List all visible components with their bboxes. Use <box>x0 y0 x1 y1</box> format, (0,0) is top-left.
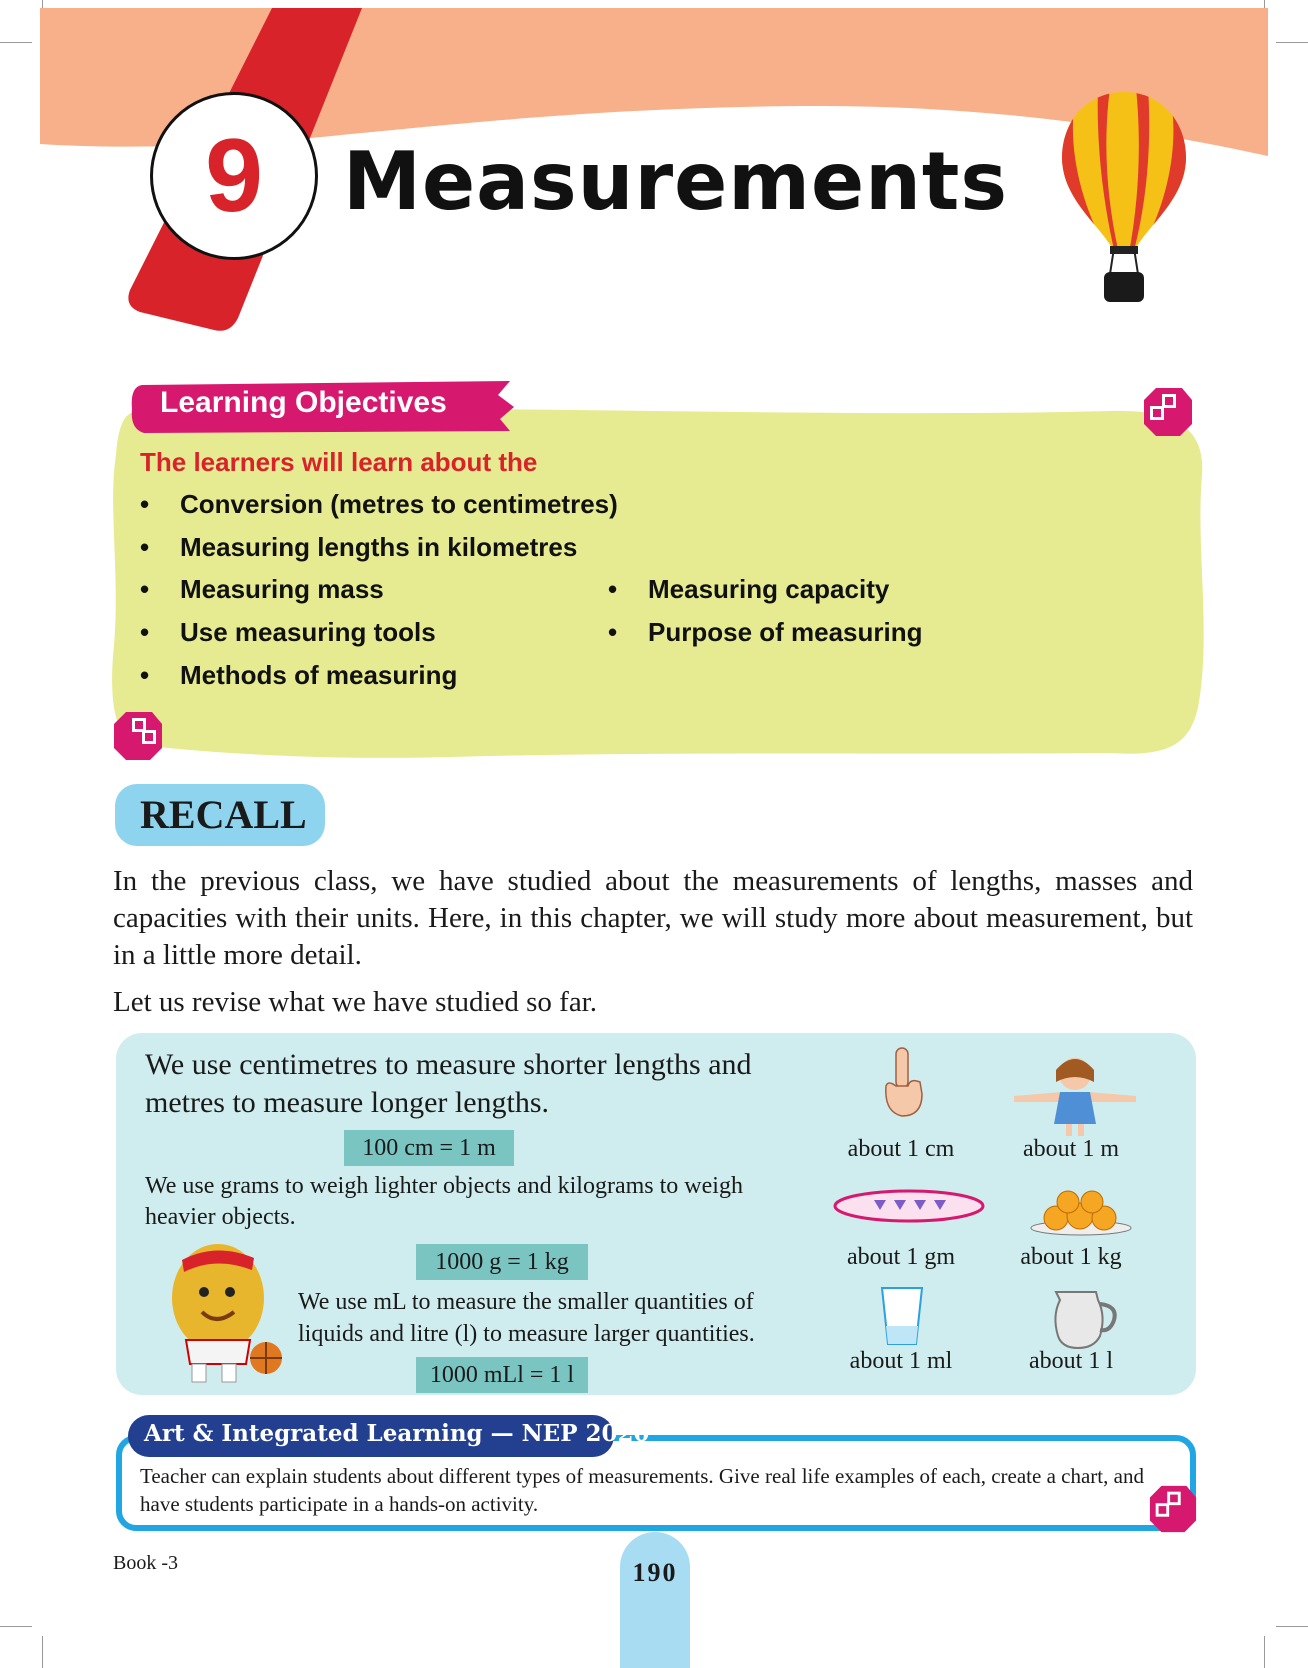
crop-mark <box>0 1626 32 1627</box>
objective-item <box>140 617 436 648</box>
objective-item <box>140 574 384 605</box>
glass-icon <box>878 1286 926 1348</box>
flower-ornament-icon <box>1148 1484 1198 1534</box>
length-text: We use centimetres to measure shorter lengths and metres to measure longer lengths. <box>145 1048 752 1119</box>
page-number: 190 <box>632 1558 678 1587</box>
mass-text: We use grams to weigh lighter objects and kilograms to weigh heavier objects. <box>145 1173 743 1230</box>
caption-1gm: about 1 gm <box>847 1244 955 1270</box>
book-label: Book -3 <box>113 1552 178 1574</box>
objective-text: Measuring capacity <box>648 574 890 604</box>
chapter-number: 9 <box>205 118 263 234</box>
crop-mark <box>42 1636 43 1668</box>
objective-text: Conversion (metres to centimetres) <box>180 489 618 519</box>
caption-1m: about 1 m <box>1023 1136 1119 1162</box>
recall-heading: RECALL <box>140 792 307 837</box>
objective-item <box>140 660 458 691</box>
flower-ornament-icon <box>112 710 164 762</box>
chapter-title: Measurements <box>343 135 1008 228</box>
bullet: • <box>140 574 150 604</box>
objective-text: Use measuring tools <box>180 617 436 647</box>
capacity-equation: 1000 mLl = 1 l <box>416 1357 588 1393</box>
caption-1ml: about 1 ml <box>849 1348 953 1374</box>
length-equation: 100 cm = 1 m <box>344 1130 514 1166</box>
objective-text: Methods of measuring <box>180 660 458 690</box>
hot-air-balloon-icon <box>1058 88 1190 306</box>
bullet: • <box>608 617 618 647</box>
bullet: • <box>140 617 150 647</box>
art-integrated-heading: Art & Integrated Learning — NEP 2020 <box>144 1420 650 1447</box>
girl-arms-spread-icon <box>1012 1052 1138 1136</box>
bullet: • <box>608 574 618 604</box>
recall-paragraph: In the previous class, we have studied about the measurements of lengths, masses and capacities with their units. Here, in this chapter, we will study more about measurement, but in a little more detail. <box>113 865 1193 971</box>
bullet: • <box>140 532 150 562</box>
art-integrated-body: Teacher can explain students about different types of measurements. Give real life examples of each, create a chart, and have students participate in a hands-on activity. <box>140 1464 1144 1516</box>
caption-1l: about 1 l <box>1029 1348 1113 1374</box>
objective-item <box>140 532 578 563</box>
objective-item <box>608 617 923 648</box>
potato-mascot-icon <box>156 1236 290 1386</box>
objective-text: Measuring mass <box>180 574 384 604</box>
flower-ornament-icon <box>1142 386 1194 438</box>
objectives-heading: Learning Objectives <box>160 386 447 419</box>
crop-mark <box>1276 1626 1308 1627</box>
objective-item <box>608 574 890 605</box>
page-number-tab <box>620 1532 690 1668</box>
revise-line: Let us revise what we have studied so far. <box>113 986 597 1018</box>
capacity-text: We use mL to measure the smaller quantities of liquids and litre (l) to measure larger quantities. <box>298 1289 755 1347</box>
mass-equation: 1000 g = 1 kg <box>416 1244 588 1280</box>
candy-plate-icon <box>832 1188 986 1224</box>
caption-1kg: about 1 kg <box>1020 1244 1122 1270</box>
objective-text: Measuring lengths in kilometres <box>180 532 578 562</box>
finger-icon <box>880 1046 926 1120</box>
fruit-plate-icon <box>1028 1186 1134 1236</box>
objectives-intro: The learners will learn about the <box>140 447 538 477</box>
jug-icon <box>1050 1286 1120 1350</box>
objective-item <box>140 489 618 520</box>
objective-text: Purpose of measuring <box>648 617 923 647</box>
bullet: • <box>140 660 150 690</box>
caption-1cm: about 1 cm <box>847 1136 955 1162</box>
crop-mark <box>1264 1636 1265 1668</box>
bullet: • <box>140 489 150 519</box>
